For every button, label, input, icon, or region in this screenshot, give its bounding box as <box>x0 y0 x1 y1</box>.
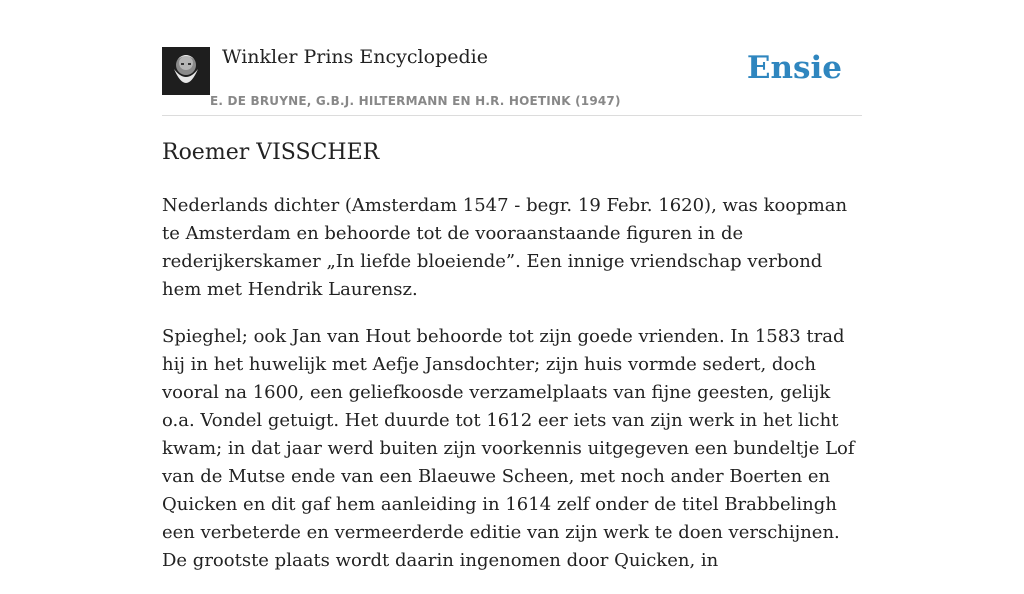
site-header <box>162 0 862 116</box>
article-paragraph: Spieghel; ook Jan van Hout behoorde tot zijn goede vrienden. In 1583 trad hij in het huwelijk met Aefje Jansdochter; zijn huis vormde sedert, doch vooral na 1600, een geliefkoosde verzamelplaats van fijne geesten, gelijk o.a. Vondel getuigt. Het duurde tot 1612 eer iets van zijn werk in het licht kwam; in dat jaar werd buiten zijn voorkennis uitgegeven een bundeltje Lof van de Mutse ende van een Blaeuwe Scheen, met noch ander Boerten en Quicken en dit gaf hem aanleiding in 1614 zelf onder de titel Brabbelingh een verbeterde en vermeerderde editie van zijn werk te doen verschijnen. De grootste plaats wordt daarin ingenomen door Quicken, in <box>162 326 855 571</box>
article-paragraph: Nederlands dichter (Amsterdam 1547 - begr. 19 Febr. 1620), was koopman te Amsterdam en behoorde tot de vooraanstaande figuren in de rederijkerskamer „In liefde bloeiende”. Een innige vriendschap verbond hem met Hendrik Laurensz. <box>162 195 848 300</box>
authors-line: E. DE BRUYNE, G.B.J. HILTERMANN EN H.R. HOETINK (1947) <box>210 94 621 108</box>
article-title: Roemer VISSCHER <box>162 140 380 165</box>
bearded-man-portrait-icon <box>162 47 210 95</box>
page <box>162 0 862 571</box>
ensie-logo[interactable]: Ensie <box>746 50 842 86</box>
author-avatar <box>162 47 210 95</box>
article-body <box>162 192 862 594</box>
publication-title[interactable]: Winkler Prins Encyclopedie <box>222 46 488 68</box>
